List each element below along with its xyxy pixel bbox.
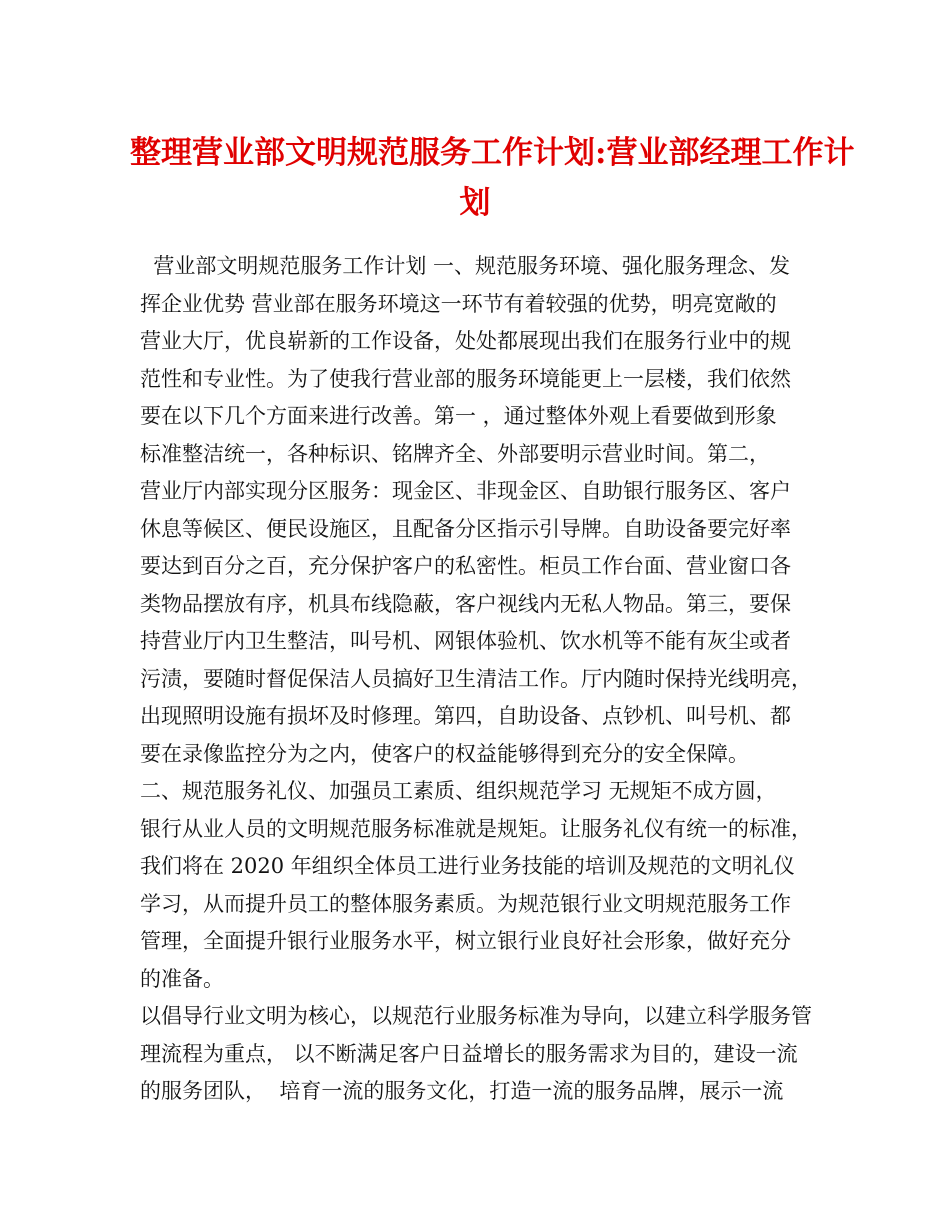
document-title (130, 128, 855, 228)
body-line: 理流程为重点， 以不断满足客户日益增长的服务需求为目的，建设一流 (140, 1041, 798, 1066)
body-line: 休息等候区、便民设施区，且配备分区指示引导牌。自助设备要完好率 (140, 516, 791, 541)
title-line-1: 整理营业部文明规范服务工作计划:营业部经理工作计 (130, 135, 855, 171)
body-line: 要达到百分之百，充分保护客户的私密性。柜员工作台面、营业窗口各 (140, 554, 791, 578)
body-line: 营业厅内部实现分区服务：现金区、非现金区、自助银行服务区、客户 (140, 479, 791, 503)
body-line: 要在以下几个方面来进行改善。第一 ，通过整体外观上看要做到形象 (140, 404, 777, 428)
body-line: 挥企业优势 营业部在服务环境这一环节有着较强的优势，明亮宽敞的 (140, 291, 777, 316)
body-line: 二、规范服务礼仪、加强员工素质、组织规范学习 无规矩不成方圆， (140, 779, 777, 803)
body-line: 持营业厅内卫生整洁，叫号机、网银体验机、饮水机等不能有灰尘或者 (140, 629, 791, 653)
body-line: 以倡导行业文明为核心，以规范行业服务标准为导向，以建立科学服务管 (140, 1004, 812, 1028)
body-line: 的服务团队， 培育一流的服务文化，打造一流的服务品牌，展示一流 (140, 1079, 784, 1103)
body-line: 污渍，要随时督促保洁人员搞好卫生清洁工作。厅内随时保持光线明亮， (140, 666, 812, 691)
document-body (140, 248, 830, 1111)
body-line: 范性和专业性。为了使我行营业部的服务环境能更上一层楼，我们依然 (140, 366, 791, 391)
body-line: 银行从业人员的文明规范服务标准就是规矩。让服务礼仪有统一的标准， (140, 816, 812, 841)
body-line: 的准备。 (140, 966, 224, 991)
body-line: 营业部文明规范服务工作计划 一、规范服务环境、强化服务理念、发 (140, 254, 791, 278)
body-line: 要在录像监控分为之内，使客户的权益能够得到充分的安全保障。 (140, 741, 749, 766)
body-line: 出现照明设施有损坏及时修理。第四，自助设备、点钞机、叫号机、都 (140, 704, 791, 728)
title-line-2: 划 (459, 185, 491, 221)
body-line: 类物品摆放有序，机具布线隐蔽，客户视线内无私人物品。第三，要保 (140, 591, 791, 616)
body-line: 营业大厅，优良崭新的工作设备，处处都展现出我们在服务行业中的规 (140, 329, 791, 353)
body-line: 标准整洁统一，各种标识、铭牌齐全、外部要明示营业时间。第二， (140, 441, 770, 466)
body-line: 管理，全面提升银行业服务水平，树立银行业良好社会形象，做好充分 (140, 929, 791, 953)
body-line: 我们将在 2020 年组织全体员工进行业务技能的培训及规范的文明礼仪 (140, 854, 795, 878)
body-line: 学习，从而提升员工的整体服务素质。为规范银行业文明规范服务工作 (140, 891, 791, 916)
